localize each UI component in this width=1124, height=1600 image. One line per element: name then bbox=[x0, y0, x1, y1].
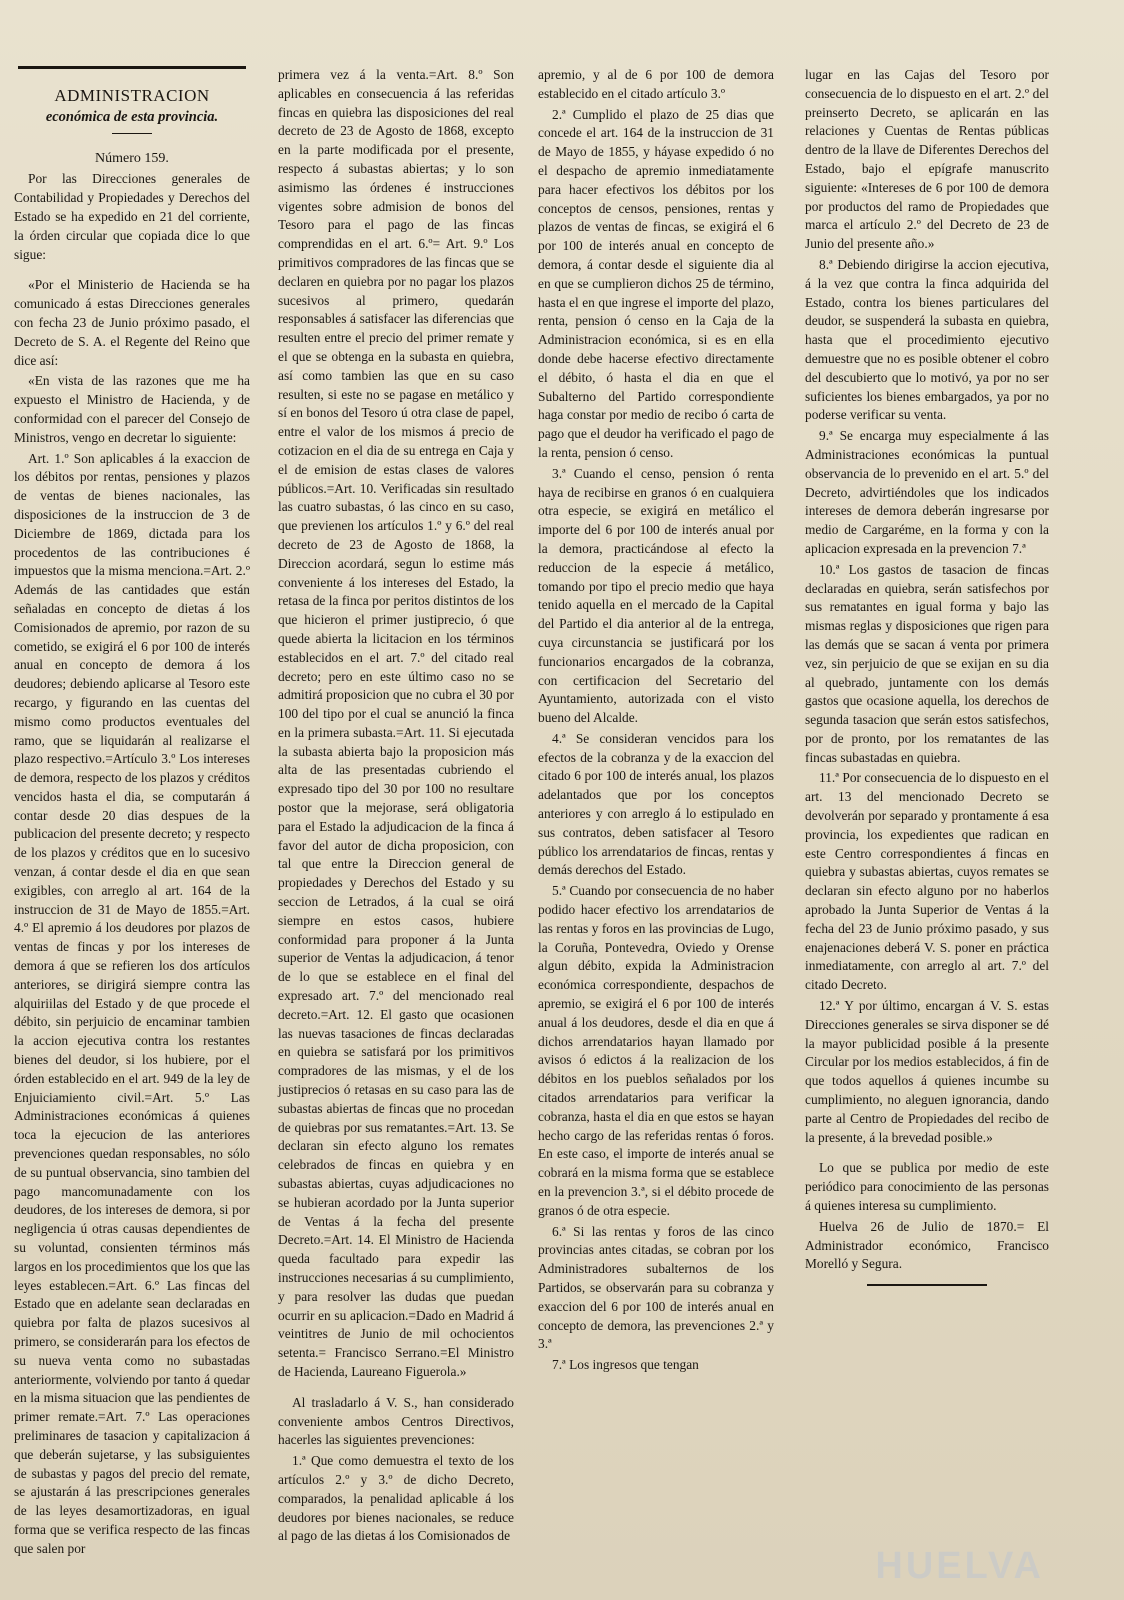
paragraph: 2.ª Cumplido el plazo de 25 dias que concede el art. 164 de la instruccion de 31 de Mayo de 1855, y háyase expedido ó no el despacho de apremio inmediatamente para hacer efectivos los débitos por los conceptos de censos, pensiones, rentas y plazos de ventas de fincas, se exigirá el 6 por 100 de interés anual en concepto de demora, á contar desde el siguiente dia al en que se cumplieron dichos 25 de término, hasta el en que ingrese el importe del plazo, renta, pension ó censo en la Caja de la Administracion económica, si es en ella donde debe hacerse efectivo directamente el débito, ó hasta el dia en que el Subalterno del Partido correspondiente haga constar por medio de recibo ó carta de pago que el deudor ha verificado el pago de la renta, pension ó censo. bbox=[538, 106, 774, 460]
column-1 bbox=[14, 66, 250, 1561]
section-title: ADMINISTRACION bbox=[54, 86, 210, 105]
paragraph: Por las Direcciones generales de Contabilidad y Propiedades y Derechos del Estado se ha expedido en 21 del corriente, la órden circular que copiada dice lo que sigue: bbox=[14, 171, 250, 262]
paragraph: 4.ª Se consideran vencidos para los efectos de la cobranza y de la exaccion del citado 6 por 100 de interés anual, los plazos adelantados que por los conceptos anteriores y con arreglo á lo estipulado en sus contratos, deben satisfacer al Tesoro público los arrendatarios de fincas, rentas y demás derechos del Estado. bbox=[538, 730, 774, 878]
paragraph: 12.ª Y por último, encargan á V. S. estas Direcciones generales se sirva disponer se dé la mayor publicidad posible á la presente Circular por los medios establecidos, á fin de que todos aquellos á quienes incumbe su cumplimiento, no aleguen ignorancia, dando parte al Centro de Propiedades del recibo de la presente, á la brevedad posible.» bbox=[805, 998, 1049, 1145]
archive-watermark: HUELVA bbox=[875, 1545, 1044, 1587]
paragraph: 9.ª Se encarga muy especialmente á las Administraciones económicas la puntual observancia de lo prevenido en el art. 5.º del Decreto, advirtiéndoles que los indicados intereses de demora deberán ingresarse por medio de Cargaréme, en la forma y con la aplicacion expresada en la prevencion 7.ª bbox=[805, 428, 1049, 556]
top-rule bbox=[18, 66, 246, 69]
paragraph: «En vista de las razones que me ha expuesto el Ministro de Hacienda, y de conformidad con el parecer del Consejo de Ministros, vengo en decretar lo siguiente: bbox=[14, 373, 250, 445]
paragraph: 7.ª Los ingresos que tengan bbox=[552, 1357, 699, 1373]
paragraph: 1.ª Que como demuestra el texto de los artículos 2.º y 3.º de dicho Decreto, comparados, la penalidad aplicable á los deudores por bienes nacionales, se reduce al pago de las dietas á los Comisionados de bbox=[278, 1453, 514, 1544]
section-subtitle: económica de esta provincia. bbox=[45, 108, 219, 125]
paragraph: «Por el Ministerio de Hacienda se ha comunicado á estas Direcciones generales con fecha 23 de Junio próximo pasado, el Decreto de S. A. el Regente del Reino que dice así: bbox=[14, 277, 250, 368]
column-3 bbox=[538, 66, 774, 1377]
paragraph: primera vez á la venta.=Art. 8.º Son aplicables en consecuencia á las referidas fincas en quiebra las disposiciones del real decreto de 23 de Agosto de 1868, excepto en la parte modificada por el presente, respecto á subastas abiertas; y lo son asimismo las órdenes é instrucciones vigentes sobre admision de bonos del Tesoro para el pago de las fincas comprendidas en el art. 6.º= Art. 9.º Los primitivos compradores de las fincas que se declaren en quiebra por no pagar los plazos sucesivos al primero, quedarán responsables á satisfacer las diferencias que resulten entre el precio del primer remate y el que se obtenga en la subasta en quiebra, así como tambien las que en su caso resulten, si este no se pagase en metálico y sí en bonos del Tesoro ú otra clase de papel, entre el valor de los mismos á precio de cotizacion en el dia de su entrega en Caja y el de emision de estas clases de valores públicos.=Art. 10. Verificadas sin resultado las cuatro subastas, ó las cinco en su caso, que previenen los artículos 1.º y 6.º del real decreto de 23 de Agosto de 1868, la Direccion acordará, segun lo estime más conveniente á los intereses del Estado, la retasa de la finca por peritos distintos de los que hicieron el primer justiprecio, ó que quede abierta la licitacion en los términos establecidos en el art. 7.º del citado real decreto; pero en este último caso no se admitirá proposicion que no cubra el 30 por 100 del tipo por el cual se anunció la finca en la primera subasta.=Art. 11. Si ejecutada la subasta abierta bajo la proposicion más alta de las presentadas cubriendo el expresado tipo del 30 por 100 no resultare postor que la mejorase, será obligatoria para el Estado la adjudicacion de la finca á favor del autor de dicha proposicion, con tal que entre la Direccion general de propiedades y Derechos del Estado y su seccion de Letrados, á la cual se oirá siempre en estos casos, hubiere conformidad para proponer á la Junta superior de Ventas la adjudicacion, á tenor de lo que se establece en el final del expresado art. 7.º del mencionado real decreto.=Art. 12. El gasto que ocasionen las nuevas tasaciones de fincas declaradas en quiebra se satisfará por los primitivos compradores de las mismas, y el de los justiprecios ó retasas en su caso para las de subastas abiertas de fincas que no procedan de quiebras por sus rematantes.=Art. 13. Se declaran sin efecto alguno los remates celebrados de fincas en quiebra y en subastas abiertas, cuyas adjudicaciones no se hubieran acordado por la Junta superior de Ventas á la fecha del presente Decreto.=Art. 14. El Ministro de Hacienda queda facultado para expedir las instrucciones necesarias á su cumplimiento, y para resolver las dudas que puedan ocurrir en su aplicacion.=Dado en Madrid á veintitres de Junio de mil ochocientos setenta.= Francisco Serrano.=El Ministro de Hacienda, Laureano Figuerola.» bbox=[278, 67, 514, 1379]
paragraph: Al trasladarlo á V. S., han considerado conveniente ambos Centros Directivos, hacerles las siguientes prevenciones: bbox=[278, 1394, 514, 1448]
issue-number: Número 159. bbox=[95, 150, 169, 166]
paragraph: Lo que se publica por medio de este periódico para conocimiento de las personas á quienes interesa su cumplimiento. bbox=[805, 1160, 1049, 1214]
paragraph: 6.ª Si las rentas y foros de las cinco provincias antes citadas, se cobran por los Administradores subalternos de los Partidos, se observarán para su cobranza y exaccion del 6 por 100 de interés anual en concepto de demora, las prevenciones 2.ª y 3.ª bbox=[538, 1223, 774, 1352]
title-divider bbox=[112, 133, 152, 134]
paragraph: Art. 1.º Son aplicables á la exaccion de los débitos por rentas, pensiones y plazos de ventas de bienes nacionales, las disposiciones de la instruccion de 3 de Diciembre de 1869, dictada para los procedentos de las contribuciones é impuestos que la misma menciona.=Art. 2.º Además de las cantidades que están señaladas en concepto de dietas á los Comisionados de apremio, por razon de su cometido, se exigirá el 6 por 100 de interés anual en concepto de demora á los deudores; debiendo aplicarse al Tesoro este recargo, y figurando en las cuentas del mismo como productos eventuales del ramo, que se liquidarán al realizarse el plazo respectivo.=Artículo 3.º Los intereses de demora, respecto de los plazos y créditos vencidos hasta el dia, se computarán á contar desde 20 dias despues de la publicacion del presente decreto; y respecto de los plazos y créditos que en lo sucesivo venzan, á contar desde el dia en que sean exigibles, con arreglo al art. 164 de la instruccion de 31 de Mayo de 1855.=Art. 4.º El apremio á los deudores por plazos de ventas de fincas y por los intereses de demora á que se refieren los dos artículos anteriores, se dirigirá siempre contra las alquiriilas del Estado y de que procede el débito, sin perjuicio de encaminar tambien la accion ejecutiva contra los restantes bienes del deudor, si los hubiere, por el órden establecido en el art. 949 de la ley de Enjuiciamiento civil.=Art. 5.º Las Administraciones económicas á quienes toca la ejecucion de las anteriores prevenciones quedan responsables, no sólo de su puntual observancia, sino tambien del pago mancomunadamente con los deudores, de los intereses de demora, si por negligencia ú otras causas dependientes de su voluntad, consienten términos más largos en los procedimientos que los que las leyes establecen.=Art. 6.º Las fincas del Estado que en adelante sean declaradas en quiebra por falta de plazos sucesivos al primero, se considerarán para los efectos de su nueva venta como no subastadas anteriormente, volviendo por tanto á quedar en la misma situacion que las pendientes de primer remate.=Art. 7.º Las operaciones preliminares de tasacion y capitalizacion á que deberán sujetarse, y las subsiguientes de subastas y pagos del precio del remate, se ajustarán á las prescripciones generales de las leyes desamortizadoras, en igual forma que se verifica respecto de las fincas que salen por bbox=[14, 450, 250, 1556]
column-2 bbox=[278, 66, 514, 1548]
paragraph: 3.ª Cuando el censo, pension ó renta haya de recibirse en granos ó en cualquiera otra especie, se exigirá en metálico el importe del 6 por 100 de interés anual por la demora, practicándose al efecto la reduccion de la especie á metálico, tomando por tipo el precio medio que haya tenido aquella en el mercado de la Capital del Partido el dia anterior al de la entrega, cuya circunstancia se justificará por los funcionarios encargados de la cobranza, con certificacion del Secretario del Ayuntamiento, autorizada con el visto bueno del Alcalde. bbox=[538, 465, 774, 726]
paragraph: lugar en las Cajas del Tesoro por consecuencia de lo dispuesto en el art. 2.º del preinserto Decreto, se aplicarán en las relaciones y Cuentas de Rentas públicas dentro de la llave de Diferentes Derechos del Estado, bajo el epígrafe manuscrito siguiente: «Intereses de 6 por 100 de demora por productos del ramo de Propiedades que marca el artículo 2.º del Decreto de 23 de Junio del presente año.» bbox=[805, 67, 1049, 252]
paragraph: 11.ª Por consecuencia de lo dispuesto en el art. 13 del mencionado Decreto se devolverán por separado y prontamente á esa provincia, los expedientes que radican en este Centro correspondientes á fincas en quiebra y subastas abiertas, cuyos remates se declaran sin efecto alguno por no haberlos aprobado la Junta Superior de Ventas á la fecha del 23 de Junio próximo pasado, y sus enajenaciones deberá V. S. poner en práctica inmediatamente, con arreglo al art. 7.º del citado Decreto. bbox=[805, 770, 1049, 993]
column-4 bbox=[805, 66, 1049, 1286]
signature-line: Huelva 26 de Julio de 1870.= El Administrador económico, Francisco Morelló y Segura. bbox=[805, 1218, 1049, 1272]
paragraph: 10.ª Los gastos de tasacion de fincas declaradas en quiebra, serán satisfechos por sus rematantes en igual forma y bajo las mismas reglas y disposiciones que rigen para las demás que se sacan á venta por primera vez, sin perjuicio de que se exijan en su dia al quebrado, juntamente con los demás gastos que ocasione aquella, los derechos de segunda tasacion que serán estos satisfechos, por de pronto, por los rematantes de las fincas subastadas en quiebra. bbox=[805, 561, 1049, 765]
end-rule bbox=[867, 1284, 987, 1286]
paragraph: 5.ª Cuando por consecuencia de no haber podido hacer efectivo los arrendatarios de las rentas y foros en las provincias de Lugo, la Coruña, Pontevedra, Oviedo y Orense algun débito, expida la Administracion económica correspondiente, despachos de apremio, se exigirá el 6 por 100 de interés anual á los deudores, desde el dia en que á dichos arrendatarios hayan llamado por avisos ó edictos á la realizacion de los débitos en los pueblos señalados por los citados arrendatarios para verificar la cobranza, hasta el dia en que estos se hayan hecho cargo de las referidas rentas ó foros. En este caso, el importe de interés anual se cobrará en la misma forma que se establece en la prevencion 3.ª, si el débito procede de granos ó de otra especie. bbox=[538, 883, 774, 1218]
paragraph: 8.ª Debiendo dirigirse la accion ejecutiva, á la vez que contra la finca adquirida del Estado, contra los bienes particulares del deudor, se suspenderá la subasta en quiebra, hasta que el procedimiento ejecutivo demuestre que no es posible obtener el cobro del descubierto que lo motivó, ya por no ser suficientes los bienes embargados, ya por no poderse verificar su venta. bbox=[805, 256, 1049, 423]
paragraph: apremio, y al de 6 por 100 de demora establecido en el citado artículo 3.º bbox=[538, 67, 774, 101]
